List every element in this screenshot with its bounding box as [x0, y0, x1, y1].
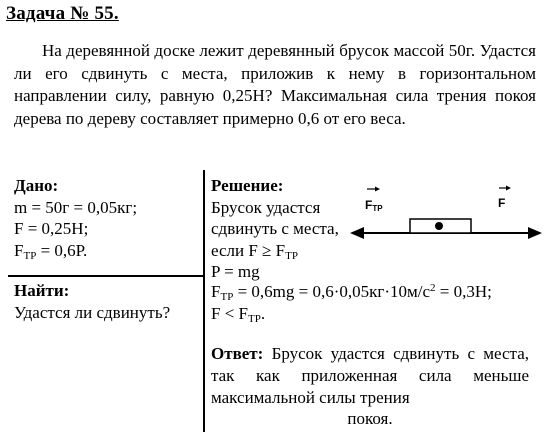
force-vector-arrowhead-icon: [506, 186, 511, 191]
calc-symbol: F: [211, 282, 221, 301]
force-application-point: [435, 222, 443, 230]
comparison-end: .: [260, 303, 266, 323]
calc-body: = 0,6mg = 0,6·0,05кг·10м/с: [233, 282, 431, 301]
given-mass: m = 50г = 0,05кг;: [14, 197, 138, 217]
friction-label-main: F: [365, 198, 373, 212]
condition-text: На деревянной доске лежит деревянный брусок массой 50г. Удастся ли его сдвинуть с места, приложив к нему в горизонтальном направлении силу, равную 0,25Н? Максимальная сила трения покоя дерева по дереву составляет примерно 0,6 от его веса.: [14, 41, 536, 128]
find-question: Удастся ли сдвинуть?: [14, 302, 171, 322]
answer-last-line: покоя.: [347, 409, 393, 429]
task-title: Задача № 55.: [6, 3, 119, 24]
solution-condition-text: если F ≥ F: [211, 240, 286, 260]
answer-body: [211, 343, 529, 408]
calc-result: = 0,3Н;: [435, 282, 492, 301]
solution-condition-sub: ТР: [285, 249, 298, 262]
friction-label: [365, 198, 383, 213]
calc-sup: 2: [430, 282, 436, 294]
given-heading: Дано:: [14, 176, 59, 195]
friction-vector-arrowhead-icon: [375, 187, 380, 192]
force-label: F: [498, 196, 506, 210]
left-arrowhead-icon: [350, 227, 364, 239]
answer-text: Брусок удастся сдвинуть с места, так как приложенная сила меньше максимальной силы трения: [211, 344, 529, 407]
given-friction-symbol: F: [14, 240, 24, 260]
solution-heading: Решение:: [211, 176, 284, 195]
solution-line-2: сдвинуть с места,: [211, 219, 339, 238]
answer-section: [211, 343, 529, 430]
comparison-sub: ТР: [248, 312, 261, 325]
find-heading: Найти:: [14, 281, 70, 300]
calc-sub: ТР: [220, 291, 234, 303]
answer-label: Ответ:: [211, 344, 264, 363]
solution-line-1: Брусок удастся: [211, 197, 321, 217]
given-friction-value: = 0,6Р.: [36, 240, 88, 260]
comparison-text: F < F: [211, 303, 248, 323]
solution-weight: P = mg: [211, 262, 260, 281]
right-arrowhead-icon: [528, 227, 542, 239]
given-friction-sub: ТР: [23, 249, 37, 262]
friction-label-sub: ТР: [372, 204, 383, 213]
given-force: F = 0,25Н;: [14, 219, 89, 238]
